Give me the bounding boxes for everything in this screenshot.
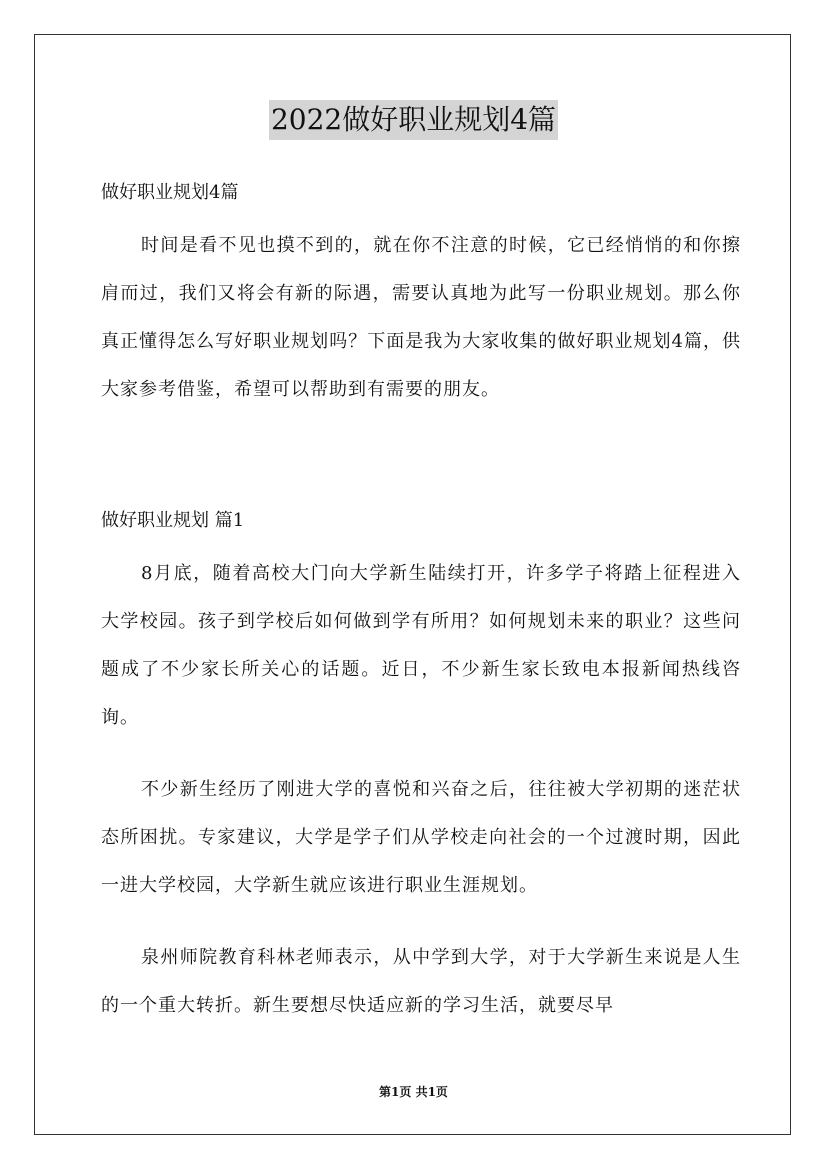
intro-paragraph: 时间是看不见也摸不到的，就在你不注意的时候，它已经悄悄的和你擦肩而过，我们又将会有新的际遇，需要认真地为此写一份职业规划。那么你真正懂得怎么写好职业规划吗？下面是我为大家收集的做好职业规划4篇，供大家参考借鉴，希望可以帮助到有需要的朋友。: [101, 235, 741, 400]
document-title: 2022做好职业规划4篇: [269, 100, 558, 140]
section-heading: 做好职业规划 篇1: [101, 510, 245, 531]
body-paragraph-2: 不少新生经历了刚进大学的喜悦和兴奋之后，往往被大学初期的迷茫状态所困扰。专家建议，大学是学子们从学校走向社会的一个过渡时期，因此一进大学校园，大学新生就应该进行职业生涯规划。: [101, 779, 741, 896]
document-subtitle: 做好职业规划4篇: [101, 182, 239, 203]
title-wrap: [0, 100, 827, 140]
body-paragraph-3: 泉州师院教育科林老师表示，从中学到大学，对于大学新生来说是人生的一个重大转折。新生要想尽快适应新的学习生活，就要尽早: [101, 947, 741, 1016]
body-paragraph-1: 8月底，随着高校大门向大学新生陆续打开，许多学子将踏上征程进入大学校园。孩子到学校后如何做到学有所用？如何规划未来的职业？这些问题成了不少家长所关心的话题。近日，不少新生家长致电本报新闻热线咨询。: [101, 563, 741, 728]
page-footer: 第1页 共1页: [379, 1085, 448, 1099]
